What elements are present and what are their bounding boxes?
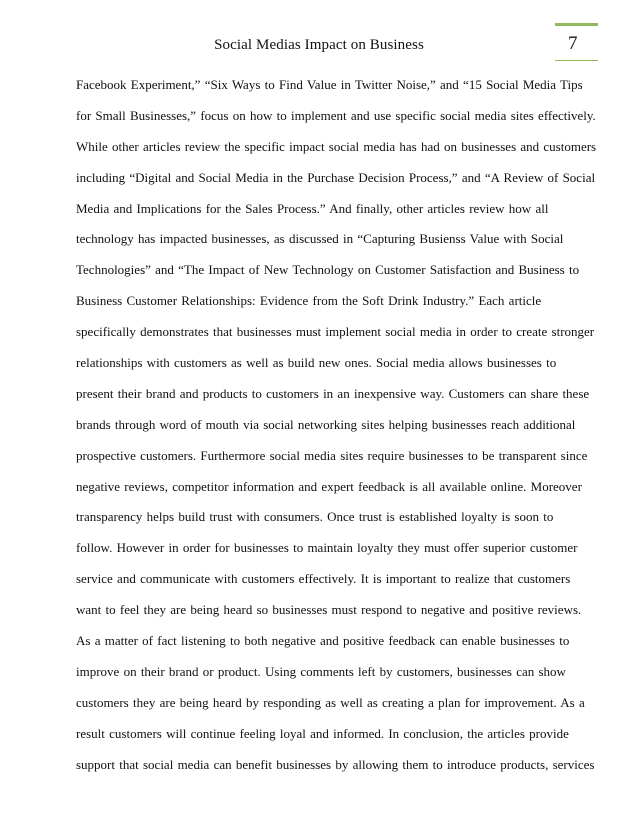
text-line: prospective customers. Furthermore social media sites require businesses to be transparent since [76, 447, 588, 463]
body-text [76, 70, 597, 780]
text-line: for Small Businesses,” focus on how to implement and use specific social media sites effectively. [76, 107, 596, 123]
text-line: specifically demonstrates that businesses must implement social media in order to create stronger [76, 324, 595, 340]
text-line: transparency helps build trust with consumers. Once trust is established loyalty is soon to [76, 509, 554, 525]
page-number: 7 [568, 33, 578, 54]
text-line: relationships with customers as well as build new ones. Social media allows businesses to [76, 355, 557, 371]
text-line: technology has impacted businesses, as discussed in “Capturing Busienss Value with Social [76, 231, 564, 247]
text-line: Media and Implications for the Sales Process.” And finally, other articles review how all [76, 200, 549, 216]
text-line: Technologies” and “The Impact of New Technology on Customer Satisfaction and Business to [76, 262, 580, 278]
text-line: Business Customer Relationships: Evidence from the Soft Drink Industry.” Each article [76, 293, 542, 309]
text-line: including “Digital and Social Media in the Purchase Decision Process,” and “A Review of Social [76, 169, 596, 185]
text-line: customers they are being heard by responding as well as creating a plan for improvement. As a [76, 694, 585, 710]
header-accent-rule [555, 23, 598, 26]
text-line: present their brand and products to customers in an inexpensive way. Customers can share these [76, 385, 590, 401]
text-line: brands through word of mouth via social networking sites helping businesses reach additional [76, 416, 576, 432]
text-line: As a matter of fact listening to both negative and positive feedback can enable businesses to [76, 633, 570, 649]
header-underline-rule [555, 60, 598, 61]
text-line: result customers will continue feeling loyal and informed. In conclusion, the articles provide [76, 725, 569, 741]
text-line: service and communicate with customers effectively. It is important to realize that customers [76, 571, 571, 587]
text-line: Facebook Experiment,” “Six Ways to Find Value in Twitter Noise,” and “15 Social Media Tips [76, 77, 583, 92]
text-line: follow. However in order for businesses to maintain loyalty they must offer superior customer [76, 540, 578, 556]
text-line: want to feel they are being heard so businesses must respond to negative and positive reviews. [76, 602, 582, 618]
text-line: improve on their brand or product. Using comments left by customers, businesses can show [76, 663, 566, 679]
running-head: Social Medias Impact on Business [214, 37, 424, 53]
text-line: support that social media can benefit businesses by allowing them to introduce products, services [76, 756, 595, 772]
text-line: negative reviews, competitor information and expert feedback is all available online. Moreover [76, 478, 582, 494]
text-line: While other articles review the specific impact social media has had on businesses and customers [76, 138, 597, 154]
